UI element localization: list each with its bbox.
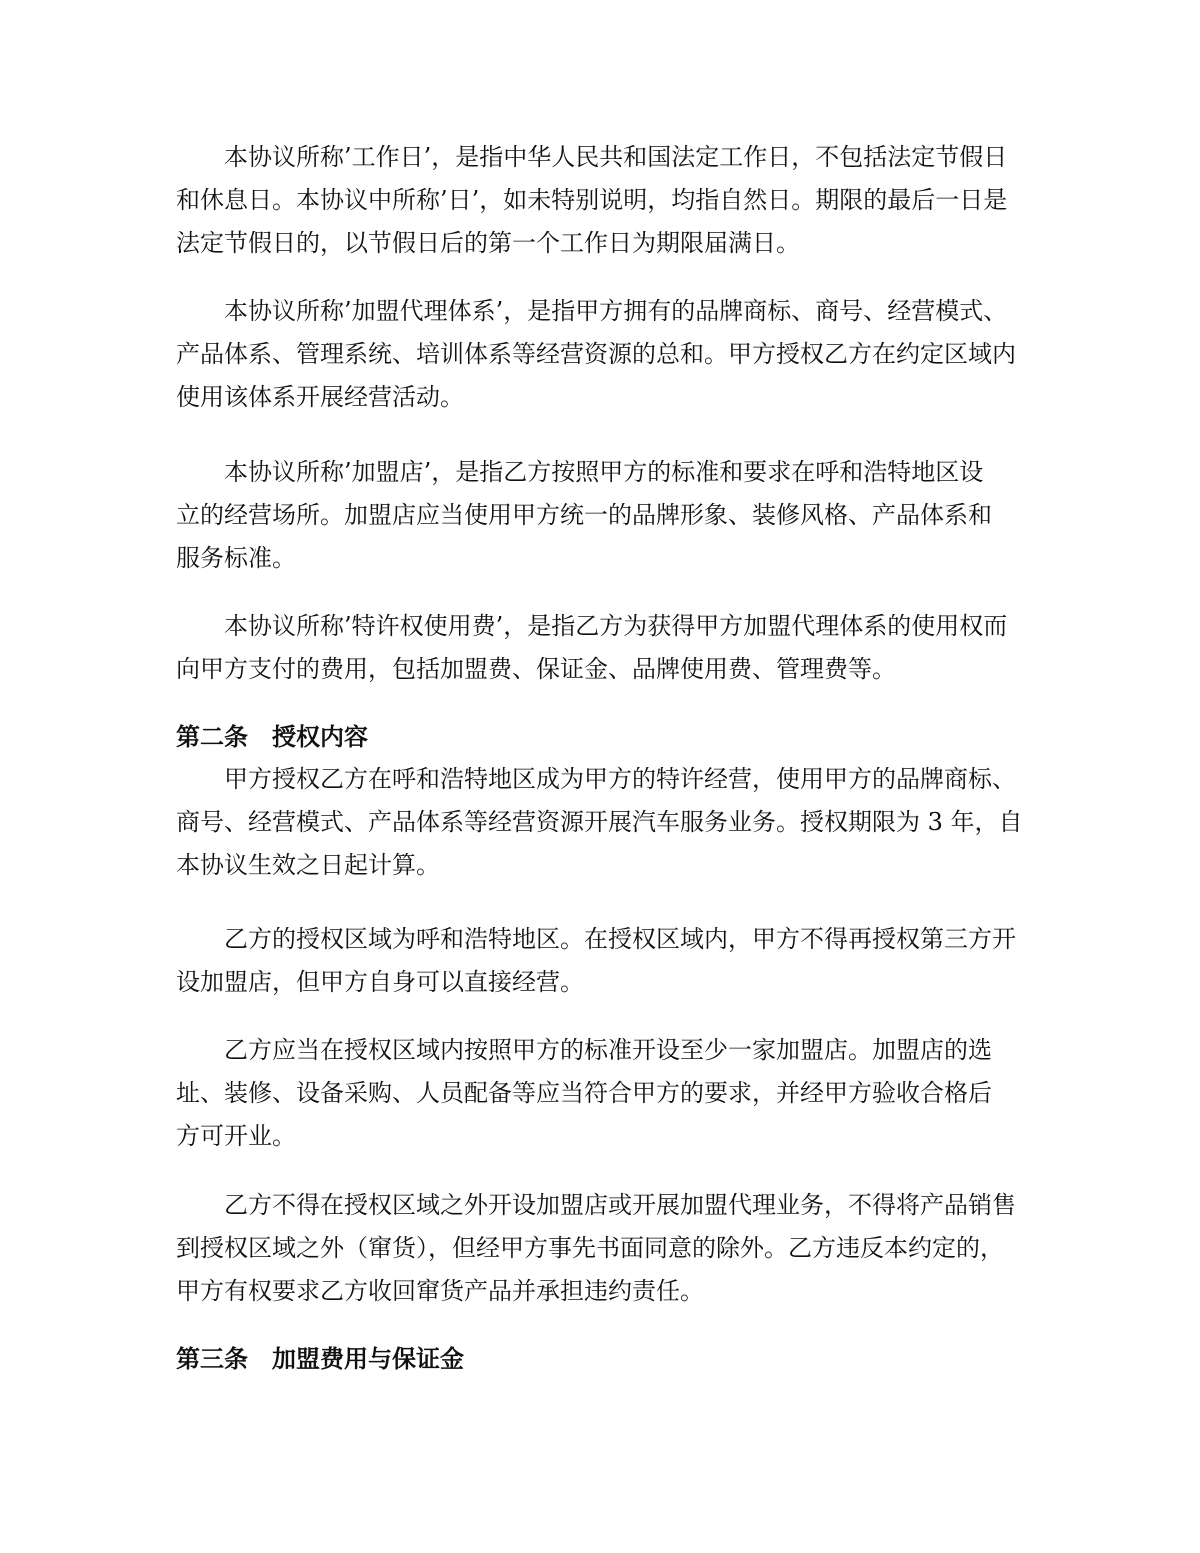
paragraph-definition-franchise-store: 本协议所称’加盟店’，是指乙方按照甲方的标准和要求在呼和浩特地区设立的经营场所。加盟店应当使用甲方统一的品牌形象、装修风格、产品体系和服务标准。 (176, 458, 992, 572)
section-title: 加盟费用与保证金 (272, 1345, 464, 1373)
section-number: 第三条 (176, 1345, 248, 1373)
paragraph-definition-franchise-fee: 本协议所称’特许权使用费’，是指乙方为获得甲方加盟代理体系的使用权而向甲方支付的费用，包括加盟费、保证金、品牌使用费、管理费等。 (176, 612, 1008, 683)
paragraph-authorization-region: 乙方的授权区域为呼和浩特地区。在授权区域内，甲方不得再授权第三方开设加盟店，但甲方自身可以直接经营。 (176, 925, 1016, 996)
paragraph-store-opening: 乙方应当在授权区域内按照甲方的标准开设至少一家加盟店。加盟店的选址、装修、设备采购、人员配备等应当符合甲方的要求，并经甲方验收合格后方可开业。 (176, 1036, 992, 1150)
section-heading-2 (176, 716, 368, 759)
section-heading-3 (176, 1338, 464, 1381)
paragraph-cross-region-sales: 乙方不得在授权区域之外开设加盟店或开展加盟代理业务，不得将产品销售到授权区域之外（窜货），但经甲方事先书面同意的除外。乙方违反本约定的，甲方有权要求乙方收回窜货产品并承担违约责任。 (176, 1191, 1016, 1305)
paragraph-definition-workday: 本协议所称’工作日’，是指中华人民共和国法定工作日，不包括法定节假日和休息日。本协议中所称’日’，如未特别说明，均指自然日。期限的最后一日是法定节假日的，以节假日后的第一个工作日为期限届满日。 (176, 143, 1008, 257)
paragraph-definition-franchise-system: 本协议所称’加盟代理体系’，是指甲方拥有的品牌商标、商号、经营模式、产品体系、管理系统、培训体系等经营资源的总和。甲方授权乙方在约定区域内使用该体系开展经营活动。 (176, 297, 1016, 411)
paragraph-authorization-scope: 甲方授权乙方在呼和浩特地区成为甲方的特许经营，使用甲方的品牌商标、商号、经营模式、产品体系等经营资源开展汽车服务业务。授权期限为 3 年，自本协议生效之日起计算。 (176, 765, 1023, 879)
section-number: 第二条 (176, 723, 248, 751)
section-title: 授权内容 (272, 723, 368, 751)
